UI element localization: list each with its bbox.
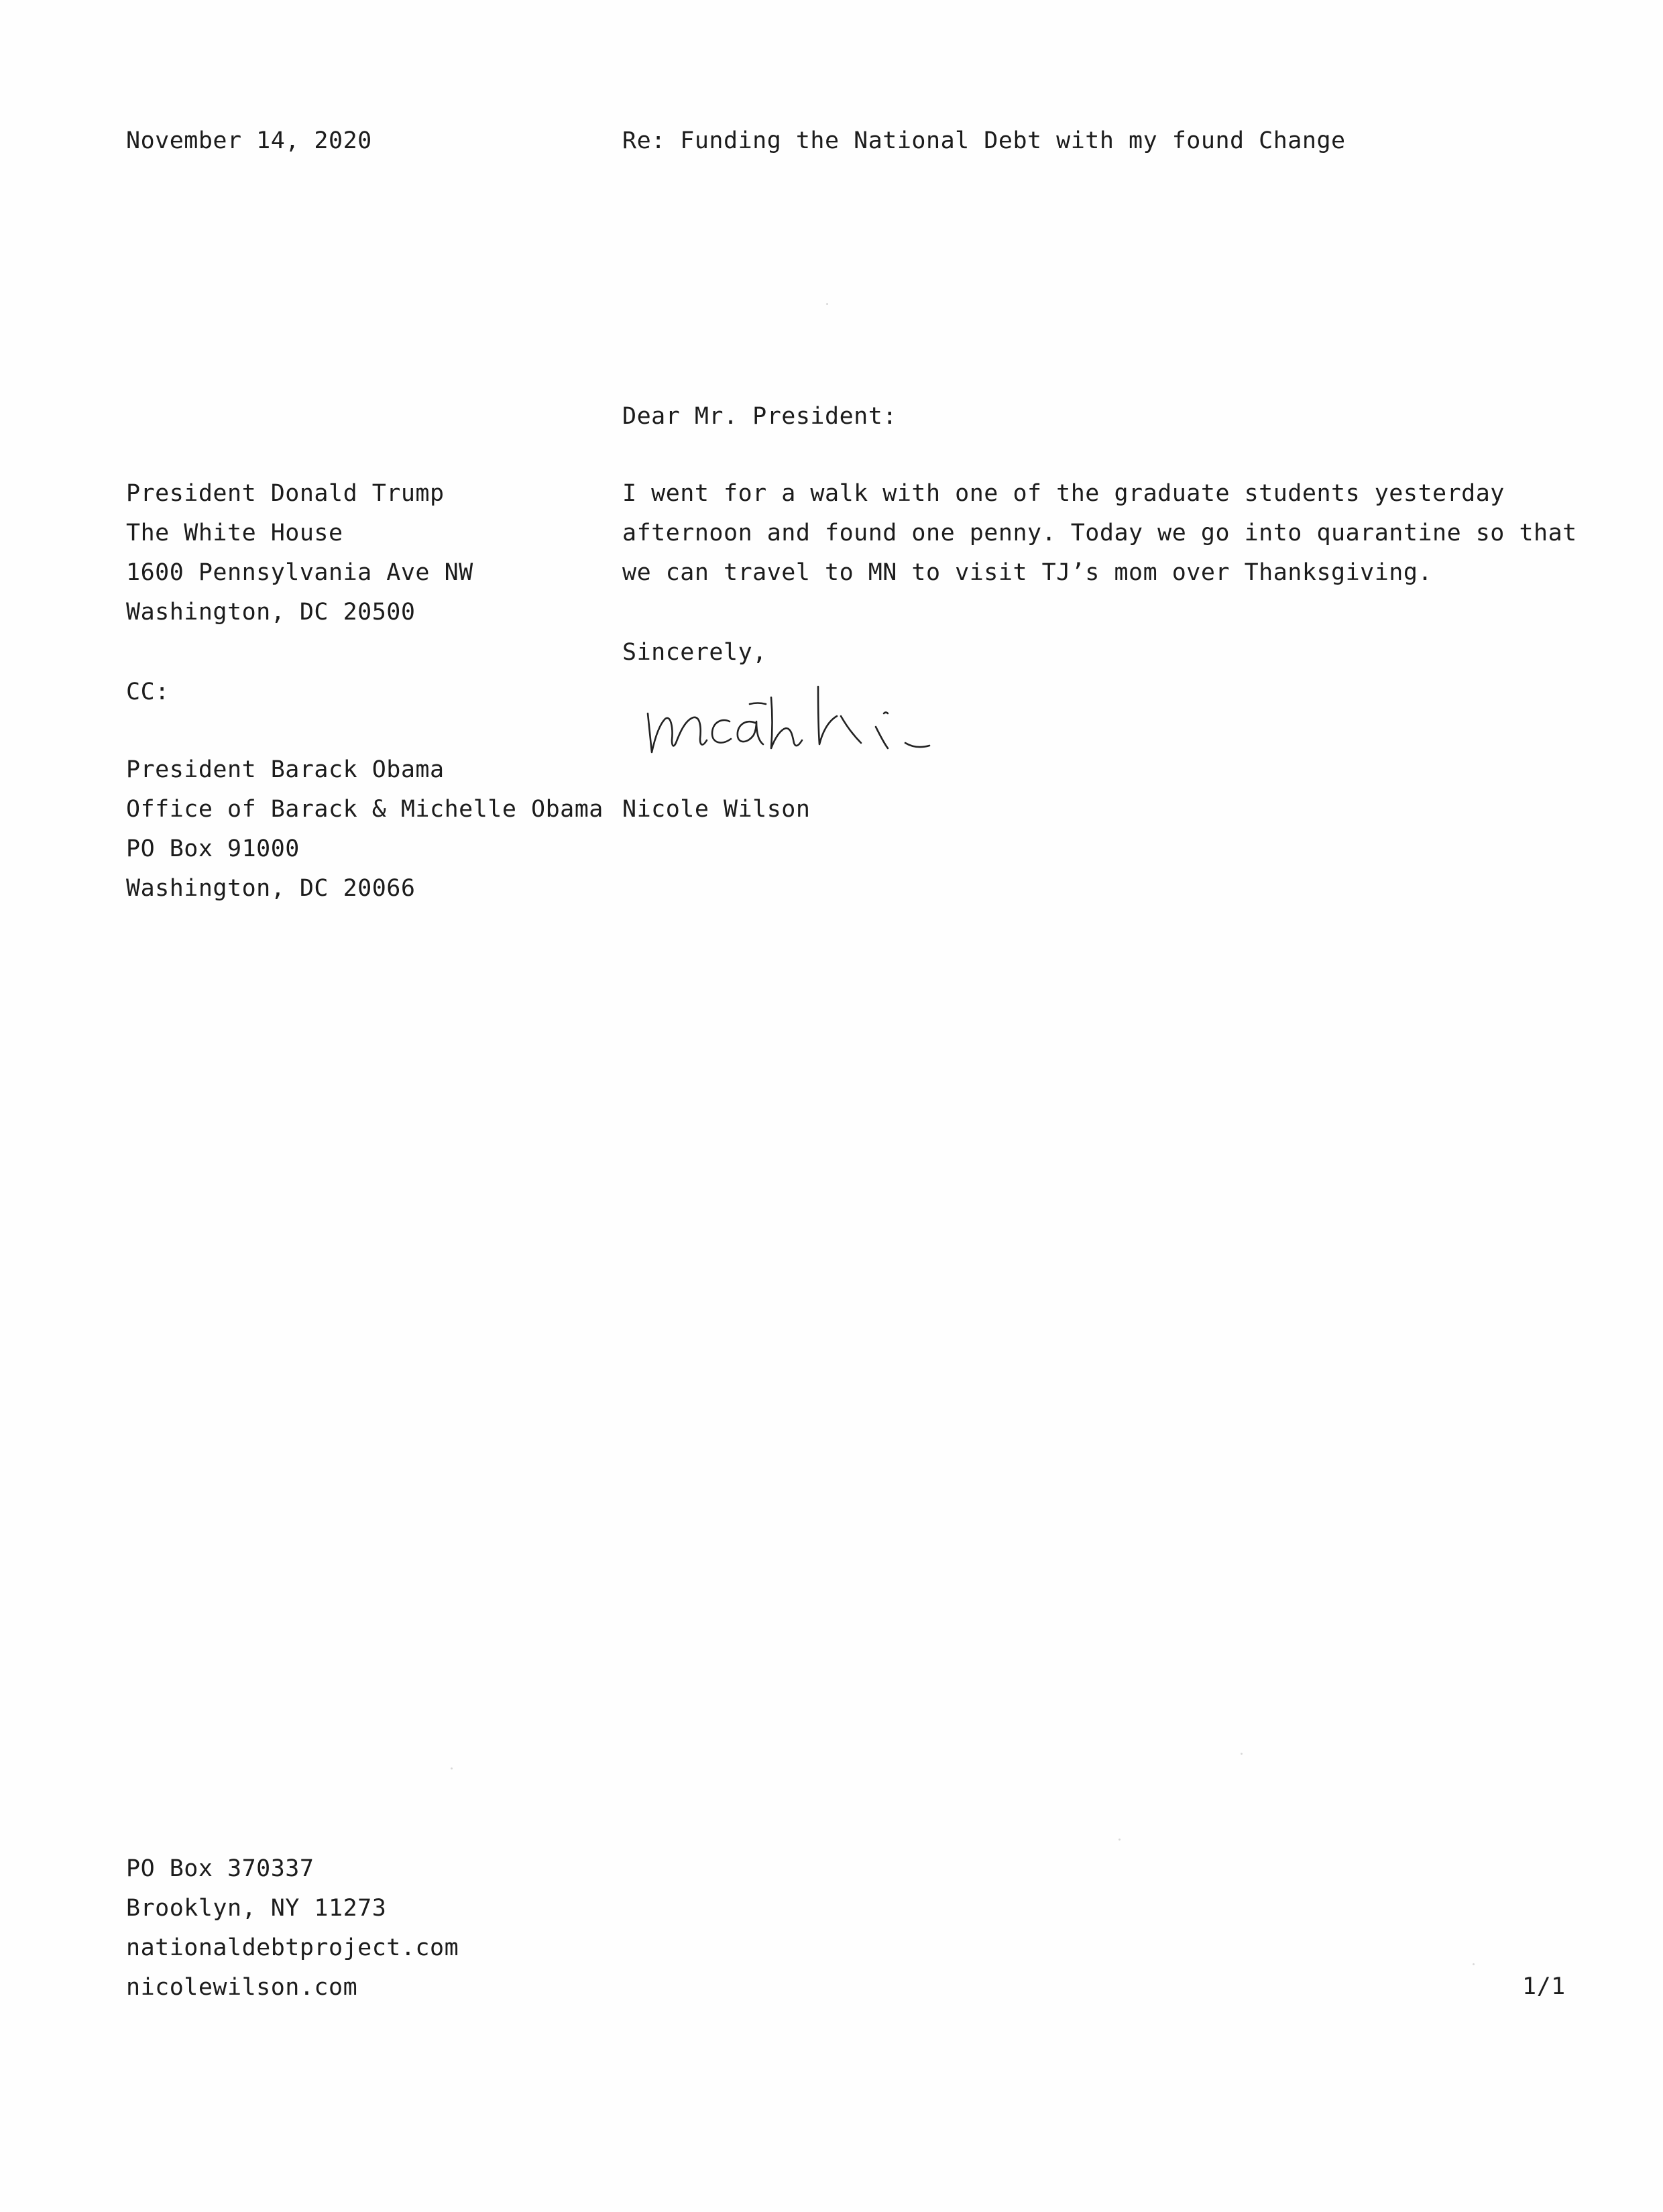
footer-po-box: PO Box 370337 [126, 1855, 314, 1882]
body-line: we can travel to MN to visit TJ’s mom over Thanksgiving. [622, 559, 1433, 586]
letter-date: November 14, 2020 [126, 127, 372, 154]
cc-address [126, 750, 604, 909]
letter-body [622, 474, 1577, 593]
footer-city: Brooklyn, NY 11273 [126, 1895, 387, 1922]
handwritten-signature [642, 673, 964, 760]
scan-speck [1241, 1753, 1243, 1755]
scan-speck [451, 1767, 453, 1769]
cc-city: Washington, DC 20066 [126, 875, 416, 902]
cc-po-box: PO Box 91000 [126, 835, 300, 862]
footer-website: nationaldebtproject.com [126, 1934, 459, 1961]
scan-speck [826, 303, 828, 305]
recipient-city: Washington, DC 20500 [126, 599, 416, 626]
signer-name: Nicole Wilson [622, 796, 811, 823]
scan-speck [1119, 1839, 1121, 1841]
footer-contact [126, 1849, 459, 2007]
body-line: I went for a walk with one of the graduate students yesterday [622, 480, 1505, 507]
recipient-office: The White House [126, 520, 343, 546]
body-line: afternoon and found one penny. Today we go into quarantine so that [622, 520, 1577, 546]
recipient-street: 1600 Pennsylvania Ave NW [126, 559, 473, 586]
cc-office: Office of Barack & Michelle Obama [126, 796, 604, 823]
footer-website: nicolewilson.com [126, 1974, 358, 2001]
cc-name: President Barack Obama [126, 756, 445, 783]
cc-label: CC: [126, 679, 170, 705]
page-number: 1/1 [1522, 1973, 1566, 2000]
letter-subject: Re: Funding the National Debt with my found Change [622, 127, 1346, 154]
salutation: Dear Mr. President: [622, 403, 897, 430]
recipient-name: President Donald Trump [126, 480, 445, 507]
closing: Sincerely, [622, 639, 767, 666]
recipient-address [126, 474, 473, 632]
scan-speck [1473, 1963, 1475, 1965]
